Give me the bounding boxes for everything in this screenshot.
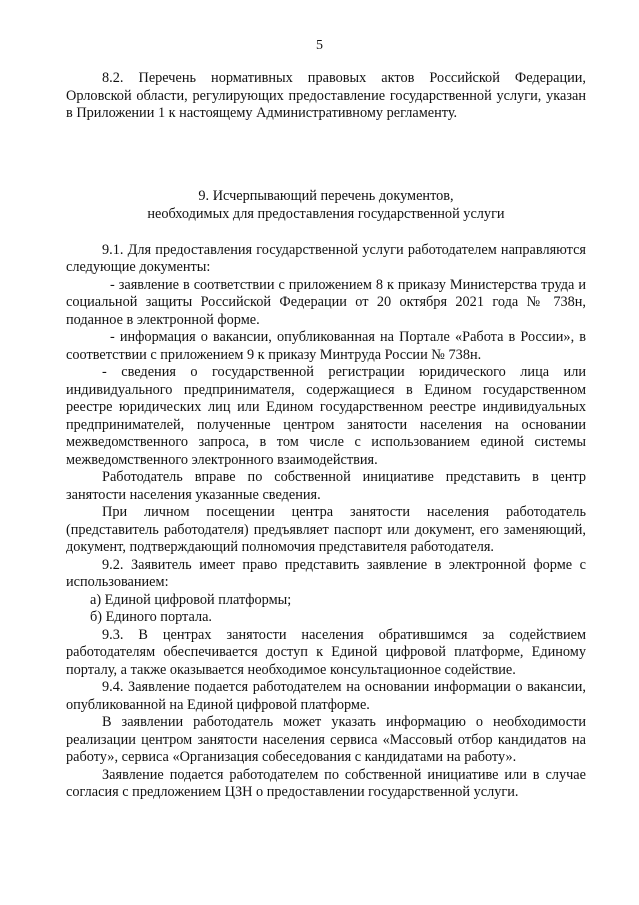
document-body	[66, 70, 586, 802]
document-list-item-2: - информация о вакансии, опубликованная на Портале «Работа в России», в соответствии с приложением 9 к приказу Минтруда России № 738н.	[66, 329, 586, 363]
page-number: 5	[316, 38, 323, 53]
document-list-item-1: - заявление в соответствии с приложением 8 к приказу Министерства труда и социальной защиты Российской Федерации от 20 октября 2021 года № 738н, поданное в электронной форме.	[66, 276, 586, 328]
paragraph-services: В заявлении работодатель может указать информацию о необходимости реализации центром занятости населения сервиса «Массовый отбор кандидатов на работу», сервиса «Организация собеседования с кандидатами на работу».	[66, 714, 586, 765]
paragraph-9-2: 9.2. Заявитель имеет право представить заявление в электронной форме с использованием:	[66, 556, 586, 590]
section-heading	[66, 187, 586, 223]
paragraph-employer-right: Работодатель вправе по собственной инициативе представить в центр занятости населения указанные сведения.	[66, 469, 586, 503]
paragraph-personal-visit: При личном посещении центра занятости населения работодатель (представитель работодателя) предъявляет паспорт или документ, его заменяющий, документ, подтверждающий полномочия представителя работодателя.	[66, 504, 586, 555]
section-heading-line-1: 9. Исчерпывающий перечень документов,	[198, 187, 454, 204]
paragraph-9-1: 9.1. Для предоставления государственной услуги работодателем направляются следующие документы:	[66, 241, 586, 275]
section-heading-line-2: необходимых для предоставления государственной услуги	[147, 205, 505, 222]
paragraph-initiative: Заявление подается работодателем по собственной инициативе или в случае согласия с предложением ЦЗН о предоставлении государственной услуги.	[66, 766, 586, 800]
paragraph-9-3: 9.3. В центрах занятости населения обратившимся за содействием работодателям обеспечивается доступ к Единой цифровой платформе, Единому порталу, а также оказывается необходимое консультационное содействие.	[66, 626, 586, 678]
paragraph-8-2: 8.2. Перечень нормативных правовых актов Российской Федерации, Орловской области, регулирующих предоставление государственной услуги, указан в Приложении 1 к настоящему Административному регламенту.	[66, 70, 586, 121]
option-a: а) Единой цифровой платформы;	[90, 591, 292, 608]
paragraph-9-4: 9.4. Заявление подается работодателем на основании информации о вакансии, опубликованной на Единой цифровой платформе.	[66, 679, 586, 713]
option-b: б) Единого портала.	[90, 609, 213, 625]
document-list-item-3: - сведения о государственной регистрации юридического лица или индивидуального предпринимателя, содержащиеся в Едином государственном реестре юридических лиц или Едином государственном реестре индивидуальных предпринимателей, полученные центром занятости населения на основании межведомственного запроса, в том числе с использованием единой системы межведомственного электронного взаимодействия.	[66, 364, 586, 468]
